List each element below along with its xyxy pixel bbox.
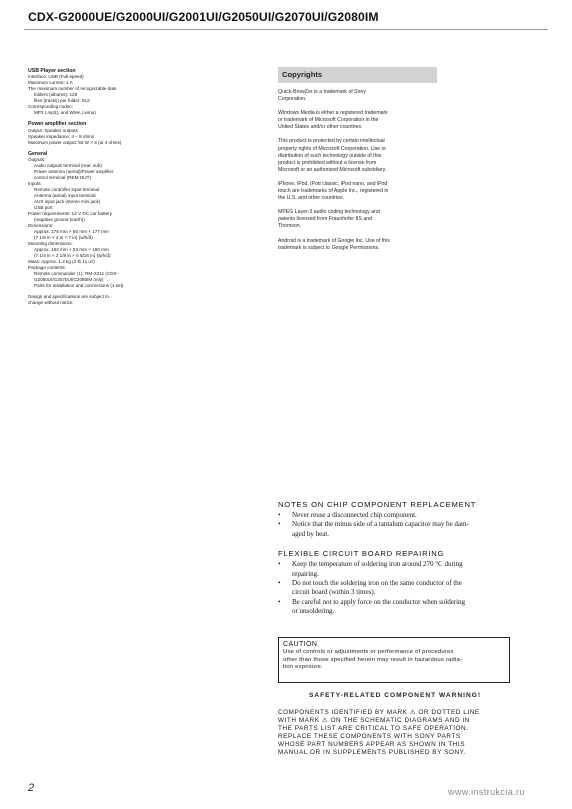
general-lines: [28, 157, 250, 289]
spec-line: Power antenna (aerial)/Power amplifier: [34, 169, 114, 175]
power-amplifier-lines: [28, 128, 250, 146]
spec-line: Power requirements: 12 V DC car battery: [28, 211, 112, 217]
copyright-line: United States and/or other countries.: [278, 124, 363, 131]
copyright-paragraph: [278, 181, 438, 202]
note-item: [278, 579, 512, 598]
bullet-icon: •: [278, 560, 281, 569]
safety-line: WITH MARK ⚠ ON THE SCHEMATIC DIAGRAMS AND IN: [278, 716, 470, 724]
spec-line: Output: Speaker outputs: [28, 127, 78, 133]
note-line: Notice that the minus side of a tantalum capacitor may be dam-: [292, 520, 469, 529]
spec-line: Approx. 182 mm × 53 mm × 160 mm: [34, 247, 109, 253]
service-notes: [278, 500, 512, 617]
caution-line: other than those specified herein may result in hazardous radia-: [283, 656, 463, 663]
spec-line: AUX input jack (stereo mini jack): [34, 199, 101, 205]
caution-title: CAUTION: [283, 641, 318, 648]
safety-line: WHOSE PART NUMBERS APPEAR AS SHOWN IN THIS: [278, 740, 466, 748]
note-line: aged by heat.: [292, 529, 329, 538]
copyright-line: Microsoft or an authorized Microsoft subsidiary.: [278, 166, 387, 173]
flex-repair-list: [278, 560, 512, 616]
copyrights-heading: Copyrights: [282, 70, 323, 79]
specifications-column: [28, 68, 250, 306]
caution-line: tion exposure.: [283, 664, 323, 671]
copyright-paragraph: [278, 138, 438, 173]
spec-line: (7 1/4 in × 2 1/8 in × 6 5/16 in) (w/h/d): [34, 253, 111, 259]
spec-line: Corresponding codec:: [28, 104, 73, 110]
bullet-icon: •: [278, 579, 281, 588]
note-line: circuit board (within 3 times).: [292, 588, 376, 597]
spec-line: Inputs:: [28, 181, 42, 187]
spec-line: files (tracks) per folder: 512: [34, 98, 90, 104]
spec-line: control terminal (REM OUT): [34, 175, 91, 181]
flex-repair-heading: FLEXIBLE CIRCUIT BOARD REPAIRING: [278, 549, 445, 559]
copyright-paragraph: [278, 89, 438, 103]
spec-line: Approx. 178 mm × 50 mm × 177 mm: [34, 229, 109, 235]
copyright-line: touch are trademarks of Apple Inc., registered in: [278, 188, 389, 195]
spec-line: Parts for installation and connections (1 set): [34, 283, 124, 289]
note-item: [278, 520, 512, 539]
note-line: Do not touch the soldering iron on the same conductor of the: [292, 579, 462, 588]
spec-disclaimer-line: change without notice.: [28, 300, 74, 306]
spec-line: Outputs:: [28, 157, 46, 163]
safety-warning-heading: SAFETY-RELATED COMPONENT WARNING!: [308, 692, 482, 699]
spec-line: Dimensions:: [28, 223, 54, 229]
copyrights-body: [278, 89, 438, 259]
note-item: [278, 560, 512, 579]
watermark: www.instrukcia.ru: [448, 787, 525, 797]
chip-replacement-list: [278, 511, 512, 539]
copyright-line: This product is protected by certain intellectual: [278, 138, 385, 145]
spec-line: USB port: [34, 205, 53, 211]
copyright-line: Android is a trademark of Google Inc. Use of this: [278, 237, 390, 244]
spec-line: Maximum power output: 55 W × 4 (at 4 ohms): [28, 139, 122, 145]
safety-line: REPLACE THESE COMPONENTS WITH SONY PARTS: [278, 732, 461, 740]
copyright-line: property rights of Microsoft Corporation. Use or: [278, 145, 387, 152]
copyright-line: MPEG Layer-3 audio coding technology and: [278, 209, 380, 216]
copyright-line: Windows Media is either a registered trademark: [278, 110, 388, 117]
spec-line: Mounting dimensions:: [28, 241, 73, 247]
header-rule: [24, 29, 548, 30]
copyright-line: Thomson.: [278, 223, 302, 230]
copyright-line: trademark is subject to Google Permissions.: [278, 244, 380, 251]
spec-line: Maximum current: 1 A: [28, 80, 73, 86]
general-heading: General: [28, 150, 48, 157]
power-amplifier-heading: Power amplifier section: [28, 121, 87, 128]
copyright-line: the U.S. and other countries.: [278, 195, 345, 202]
spec-line: Audio outputs terminal (rear, sub): [34, 163, 102, 169]
safety-line: THE PARTS LIST ARE CRITICAL TO SAFE OPERATION.: [278, 724, 469, 732]
copyright-line: Quick-BrowZer is a trademark of Sony: [278, 89, 366, 95]
copyright-line: distribution of such technology outside of this: [278, 152, 382, 159]
copyright-line: Corporation.: [278, 96, 307, 103]
spec-line: G2050UI/G2070UI/G2080IM only): [34, 277, 104, 283]
safety-line: MANUAL OR IN SUPPLEMENTS PUBLISHED BY SONY.: [278, 748, 466, 756]
spec-disclaimer: [28, 294, 250, 306]
spec-line: Package contents:: [28, 265, 66, 271]
safety-line: COMPONENTS IDENTIFIED BY MARK ⚠ OR DOTTED LINE: [278, 709, 480, 716]
copyright-line: product is prohibited without a license from: [278, 159, 377, 166]
note-line: Never reuse a disconnected chip component.: [292, 511, 417, 519]
caution-box: [278, 637, 510, 683]
copyright-paragraph: [278, 238, 438, 252]
chip-replacement-heading: NOTES ON CHIP COMPONENT REPLACEMENT: [278, 500, 477, 509]
note-line: repairing.: [292, 569, 319, 578]
usb-player-heading: USB Player section: [28, 68, 76, 74]
note-item: [278, 511, 512, 520]
caution-line: Use of controls or adjustments or performance of procedures: [283, 649, 454, 655]
copyrights-heading-bar: [278, 67, 437, 83]
note-item: [278, 598, 512, 617]
spec-line: (7 1/8 in × 2 in × 7 in) (w/h/d): [34, 235, 93, 241]
note-line: or unsoldering.: [292, 607, 335, 616]
spec-line: MP3 (.mp3), and WMA (.wma): [34, 110, 96, 116]
note-line: Keep the temperature of soldering iron around 270 °C during: [292, 560, 463, 569]
spec-line: Mass: Approx. 1.2 kg (2 lb 11 oz): [28, 259, 95, 265]
usb-player-lines: [28, 74, 250, 116]
copyright-paragraph: [278, 209, 438, 230]
spec-line: (negative ground (earth)): [34, 217, 85, 223]
spec-line: Remote controller input terminal: [34, 187, 100, 193]
bullet-icon: •: [278, 511, 281, 519]
document-title: CDX-G2000UE/G2000UI/G2001UI/G2050UI/G2070UI/G2080IM: [28, 10, 379, 24]
copyright-line: patents licensed from Fraunhofer IIS and: [278, 216, 373, 223]
spec-line: Interface: USB (Full-speed): [28, 74, 84, 80]
note-line: Be careful not to apply force on the conductor when soldering: [292, 597, 466, 606]
spec-line: folders (albums): 128: [34, 92, 78, 98]
spec-line: Remote commander (1): RM-X211 (CDX-: [34, 271, 119, 277]
spec-line: Antenna (aerial) input terminal: [34, 193, 96, 199]
spec-line: The maximum number of recognizable date: [28, 86, 117, 92]
caution-body: [283, 649, 506, 672]
safety-warning-body: [278, 709, 512, 756]
page-number: 2: [28, 782, 35, 794]
bullet-icon: •: [278, 597, 281, 606]
spec-line: Speaker impedance: 4 – 8 ohms: [28, 133, 95, 139]
copyright-line: or trademark of Microsoft Corporation in the: [278, 117, 379, 124]
copyright-line: iPhone, iPod, iPod classic, iPod nano, and iPod: [278, 180, 388, 187]
copyright-paragraph: [278, 110, 438, 131]
spec-disclaimer-line: Design and specifications are subject to: [28, 294, 109, 300]
bullet-icon: •: [278, 520, 281, 529]
